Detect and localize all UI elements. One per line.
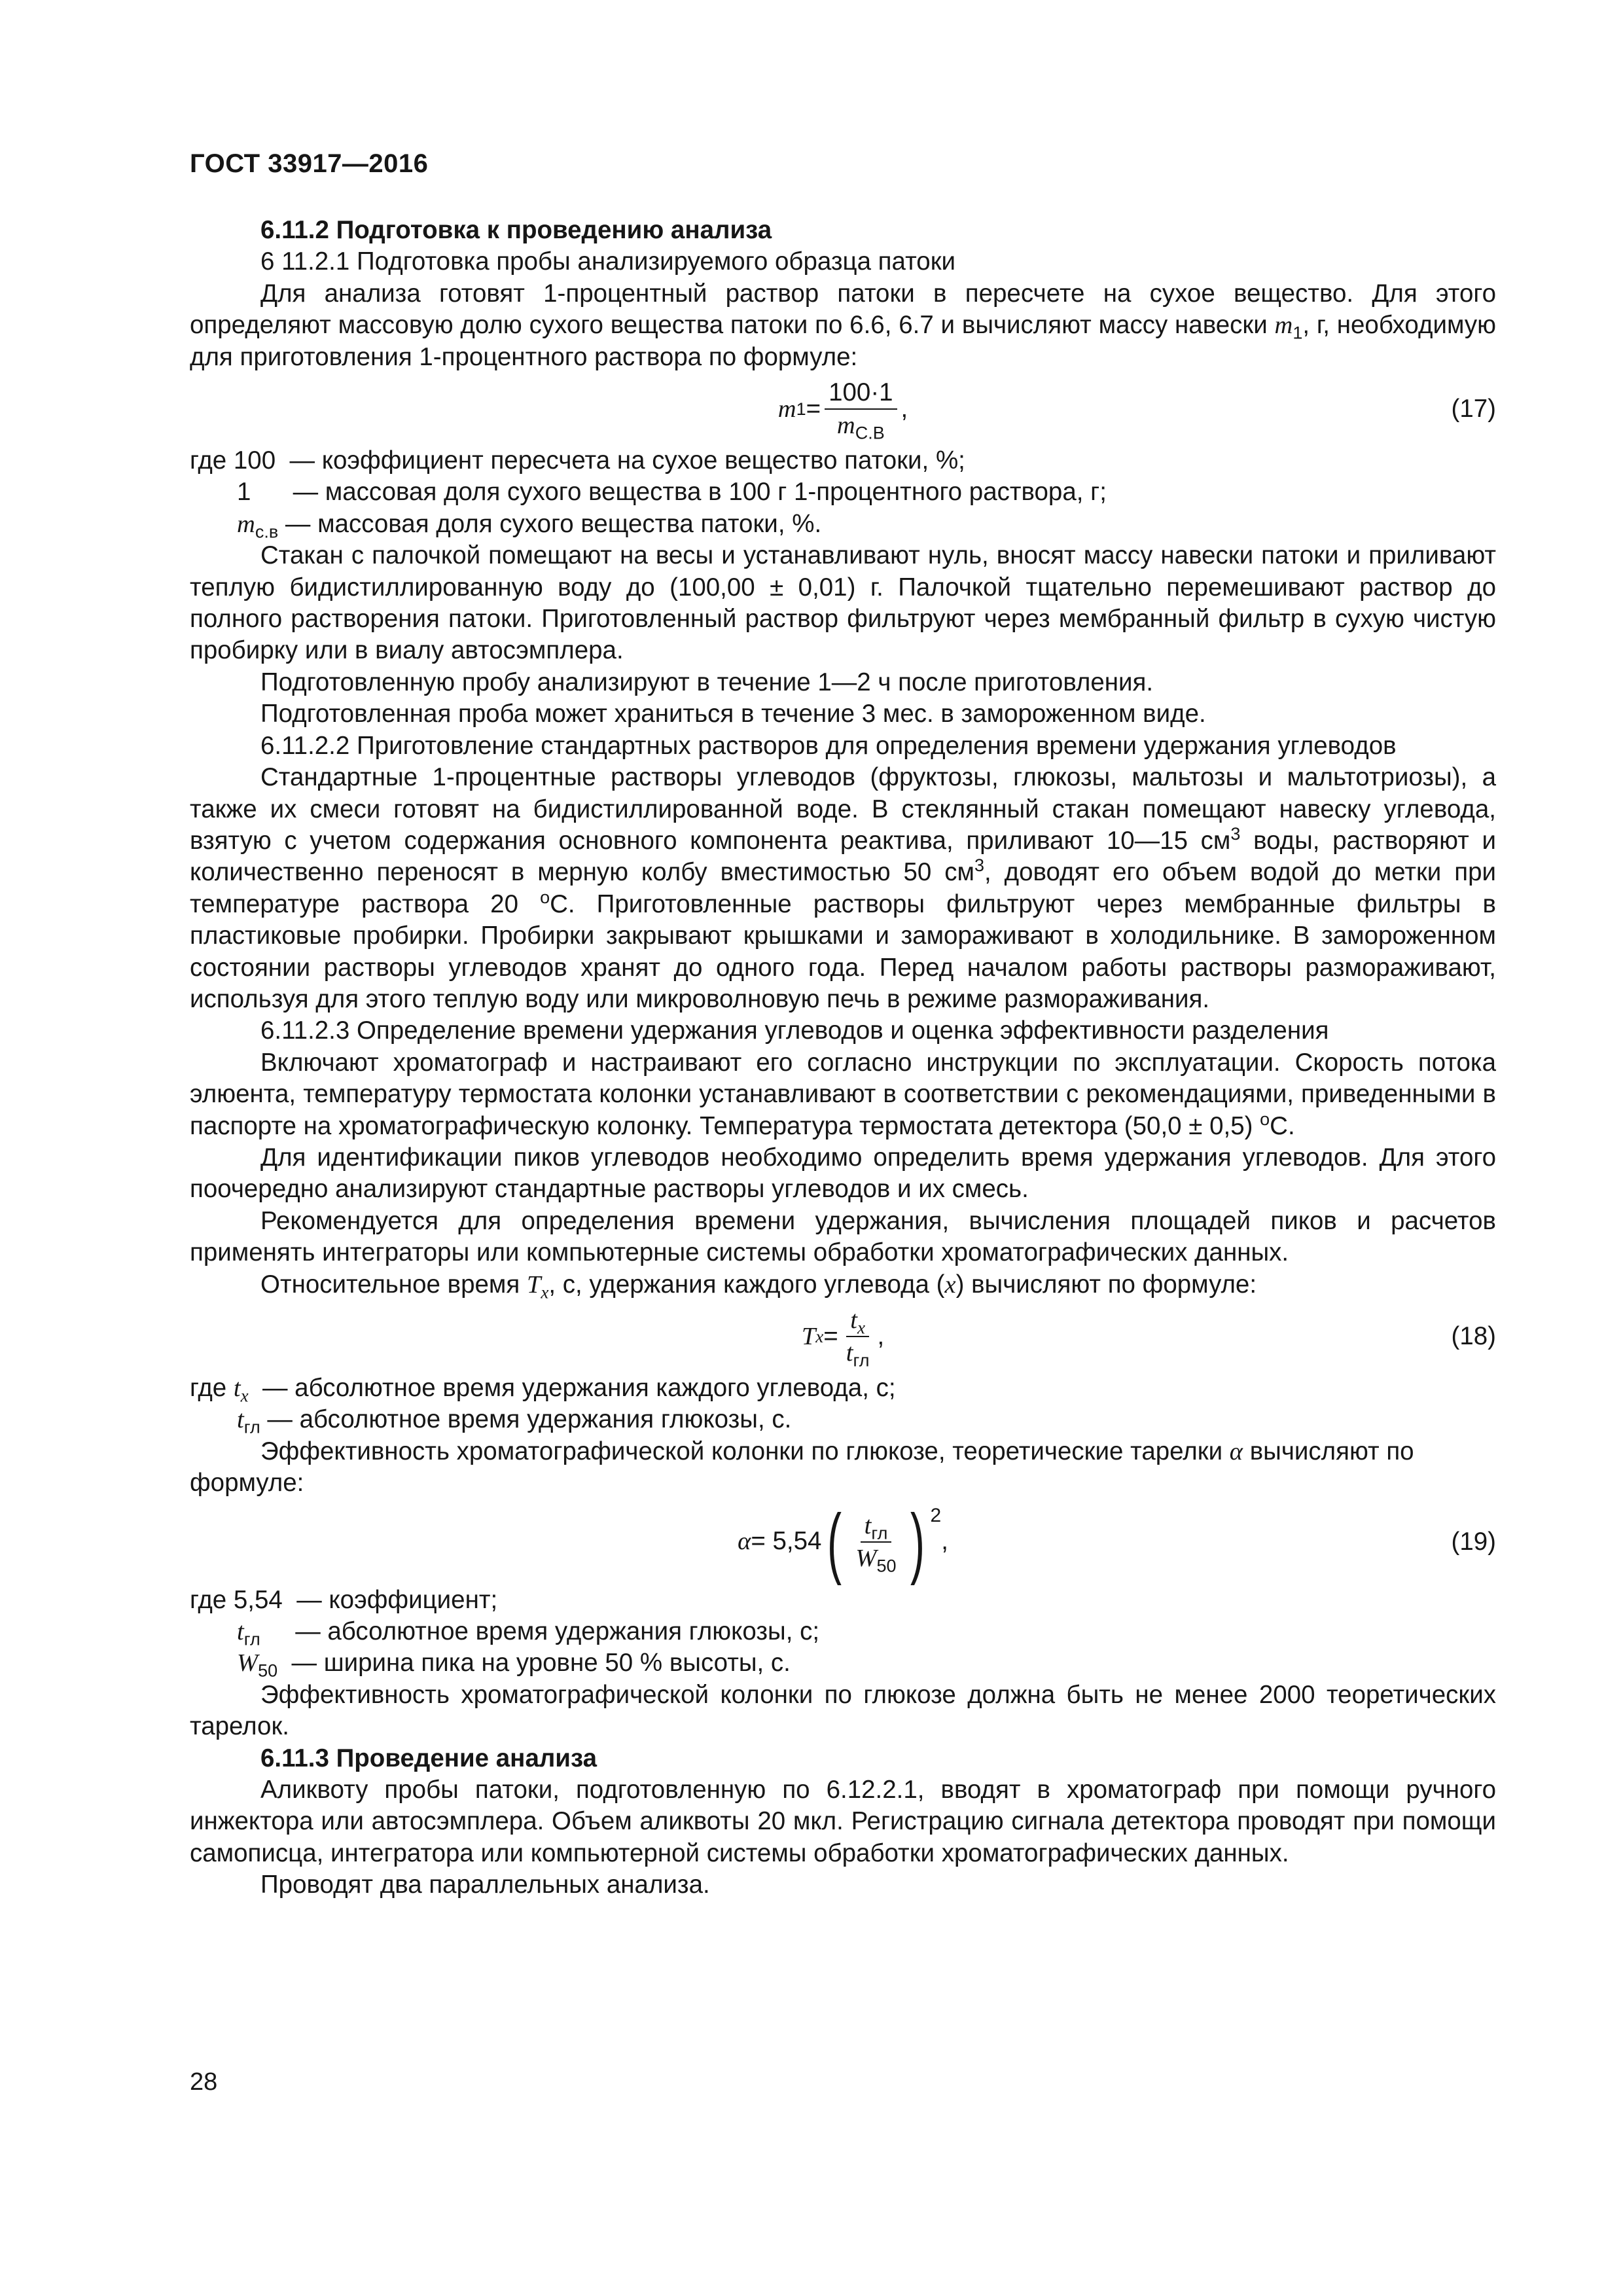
where-line: где 100 — коэффициент пересчета на сухое вещество патоки, %;: [190, 446, 965, 475]
subsection-title-6-11-2-2: 6.11.2.2 Приготовление стандартных растворов для определения времени удержания углеводов: [260, 731, 1397, 760]
formula-number: (18): [1451, 1321, 1496, 1350]
where-line: $W_{50}$ — ширина пика на уровне 50 % высоты, с.: [237, 1649, 791, 1681]
formula-18: T x = $\frac{t_x}{t_{гл}}$ , (18): [801, 1306, 1496, 1371]
paragraph: Относительное время $T_x$, с, удержания каждого углевода (x) вычисляют по формуле:: [260, 1270, 1257, 1302]
page-number: 28: [190, 2068, 218, 2096]
fraction: $\frac{t_{гл}}{W_{50}}$: [855, 1511, 897, 1576]
formula-number: (17): [1451, 394, 1496, 423]
paragraph: Для идентификации пиков углеводов необходимо определить время удержания углеводов. Для этого поочередно анализируют стандартные растворы углеводов и их смесь.: [190, 1143, 1496, 1204]
paragraph: Включают хроматограф и настраивают его согласно инструкции по эксплуатации. Скорость потока элюента, температуру термостата колонки устанавливают в соответствии с рекомендациями, приведенными в паспорте на хроматографическую колонку. Температура термостата детектора (50,0 ± 0,5) $^о$С.: [190, 1048, 1496, 1140]
paragraph: Проводят два параллельных анализа.: [260, 1871, 710, 1899]
close-paren: ): [910, 1498, 925, 1586]
document-id-header: ГОСТ 33917—2016: [190, 149, 429, 178]
document-body: [190, 215, 1496, 1901]
paragraph: Эффективность хроматографической колонки по глюкозе, теоретические тарелки α вычисляют по формуле:: [190, 1437, 1414, 1498]
formula-number: (19): [1451, 1527, 1496, 1556]
paragraph: Эффективность хроматографической колонки по глюкозе должна быть не менее 2000 теоретических тарелок.: [190, 1680, 1496, 1741]
formula-19: α = 5,54 ( $\frac{t_{гл}}{W_{50}}$ ) $^2$ , (19): [738, 1498, 1496, 1586]
where-line: $t_{гл}$ — абсолютное время удержания глюкозы, с;: [237, 1617, 820, 1649]
paragraph: Стандартные 1-процентные растворы углеводов (фруктозы, глюкозы, мальтозы и мальтотриозы), а также их смеси готовят на бидистиллированной воде. В стеклянный стакан помещают навеску углевода, взятую с учетом содержания основного компонента реактива, приливают 10—15 $см^3$ воды, растворяют и количественно переносят в мерную колбу вместимостью 50 $см^3$, доводят его объем водой до метки при температуре раствора 20 $^о$С. Приготовленные растворы фильтруют через мембранные фильтры в пластиковые пробирки. Пробирки закрывают крышками и замораживают в холодильнике. В замороженном состоянии растворы углеводов хранят до одного года. Перед началом работы растворы размораживают, используя для этого теплую воду или микроволновую печь в режиме размораживания.: [190, 763, 1496, 1013]
where-line: где 5,54 — коэффициент;: [190, 1585, 498, 1614]
section-heading-6-11-2: 6.11.2 Подготовка к проведению анализа: [260, 216, 772, 244]
paragraph: Рекомендуется для определения времени удержания, вычисления площадей пиков и расчетов применять интеграторы или компьютерные системы обработки хроматографических данных.: [190, 1206, 1496, 1267]
paragraph: Стакан с палочкой помещают на весы и устанавливают нуль, вносят массу навески патоки и приливают теплую бидистиллированную воду до (100,00 ± 0,01) г. Палочкой тщательно перемешивают раствор до полного растворения патоки. Приготовленный раствор фильтруют через мембранный фильтр в сухую чистую пробирку или в виалу автосэмплера.: [190, 541, 1496, 665]
where-line: 1 — массовая доля сухого вещества в 100 г 1-процентного раствора, г;: [237, 478, 1107, 507]
formula-17: m 1 = $\frac{100\cdot 1}{m_{С.В}}$ , (17): [777, 378, 1496, 443]
where-line: $m_{с.в}$ — массовая доля сухого вещества патоки, %.: [237, 509, 822, 542]
subsection-title-6-11-2-1: 6 11.2.1 Подготовка пробы анализируемого образца патоки: [260, 247, 956, 276]
fraction: $\frac{t_x}{t_{гл}}$: [846, 1306, 870, 1371]
where-line: $t_{гл}$ — абсолютное время удержания глюкозы, с.: [237, 1405, 792, 1438]
where-line: где $t_x$ — абсолютное время удержания каждого углевода, с;: [190, 1374, 896, 1406]
open-paren: (: [827, 1498, 842, 1586]
section-heading-6-11-3: 6.11.3 Проведение анализа: [260, 1744, 597, 1772]
paragraph: Аликвоту пробы патоки, подготовленную по 6.12.2.1, вводят в хроматограф при помощи ручного инжектора или автосэмплера. Объем аликвоты 20 мкл. Регистрацию сигнала детектора проводят при помощи самописца, интегратора или компьютерной системы обработки хроматографических данных.: [190, 1776, 1496, 1867]
paragraph: Подготовленная проба может храниться в течение 3 мес. в замороженном виде.: [260, 700, 1206, 728]
paragraph: Подготовленную пробу анализируют в течение 1—2 ч после приготовления.: [260, 668, 1154, 696]
fraction: $\frac{100\cdot 1}{m_{С.В}}$: [825, 378, 897, 440]
paragraph: Для анализа готовят 1-процентный раствор патоки в пересчете на сухое вещество. Для этого определяют массовую долю сухого вещества патоки по 6.6, 6.7 и вычисляют массу навески $m_1$, г, необходимую для приготовления 1-процентного раствора по формуле:: [190, 279, 1496, 371]
subsection-title-6-11-2-3: 6.11.2.3 Определение времени удержания углеводов и оценка эффективности разделения: [260, 1016, 1329, 1045]
